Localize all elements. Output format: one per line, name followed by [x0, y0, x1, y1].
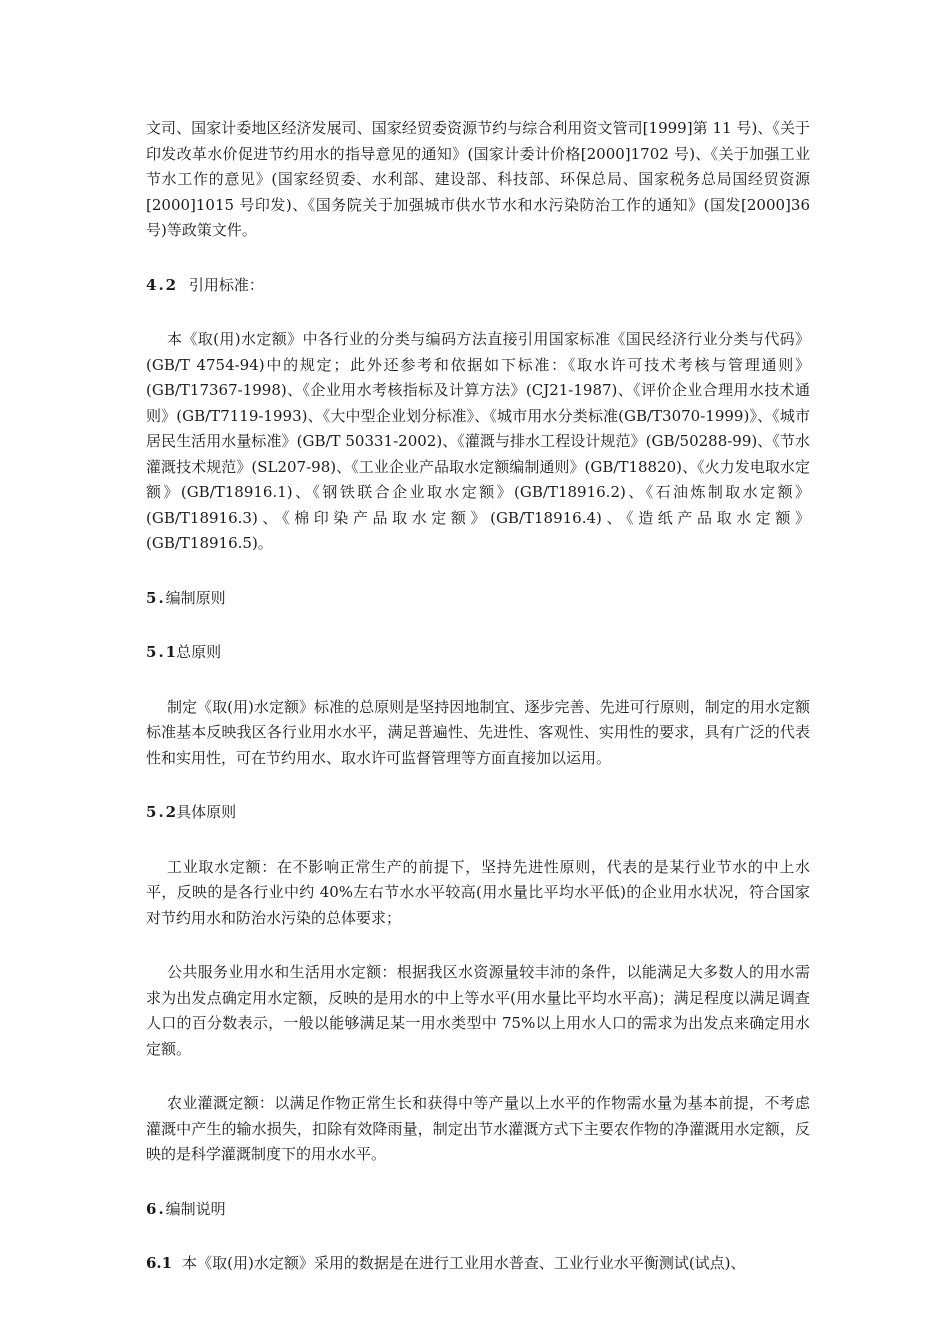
paragraph-industrial-quota: 工业取水定额：在不影响正常生产的前提下，坚持先进性原则，代表的是某行业节水的中上水平，反映的是各行业中约 40%左右节水水平较高(用水量比平均水平低)的企业用水状况，符合国家对节约用水和防治水污染的总体要求； [146, 857, 810, 927]
heading-label: 引用标准： [188, 275, 264, 294]
paragraph-text: 本《取(用)水定额》采用的数据是在进行工业用水普查、工业行业水平衡测试(试点)、 [182, 1254, 746, 1272]
paragraph-policy-documents: 文司、国家计委地区经济发展司、国家经贸委资源节约与综合利用资文管司[1999]第 11 号)、《关于印发改革水价促进节约用水的指导意见的通知》(国家计委计价格[2000]1702 号)、《关于加强工业节水工作的意见》(国家经贸委、水利部、建设部、科技部、环保总局、国家税务总局国经贸资源[2000]1015 号印发)、《国务院关于加强城市供水节水和水污染防治工作的通知》(国发[2000]36 号)等政策文件。 [146, 119, 810, 239]
paragraph-agricultural-quota: 农业灌溉定额：以满足作物正常生长和获得中等产量以上水平的作物需水量为基本前提，不考虑灌溉中产生的输水损失，扣除有效降雨量，制定出节水灌溉方式下主要农作物的净灌溉用水定额，反映的是科学灌溉制度下的用水水平。 [146, 1094, 810, 1163]
heading-number: 6 . [146, 1199, 164, 1218]
heading-number: 5 . [146, 588, 164, 607]
heading-label: 编制原则 [165, 588, 226, 607]
heading-number: 5 . 1 [146, 643, 177, 661]
heading-label: 总原则 [176, 643, 222, 661]
heading-label: 具体原则 [176, 803, 237, 821]
heading-label: 编制说明 [165, 1199, 226, 1218]
paragraph-general-principle: 制定《取(用)水定额》标准的总原则是坚持因地制宜、逐步完善、先进可行原则，制定的用水定额标准基本反映我区各行业用水水平，满足普遍性、先进性、客观性、实用性的要求，具有广泛的代表性和实用性，可在节约用水、取水许可监督管理等方面直接加以运用。 [146, 697, 810, 767]
heading-4-2 [146, 273, 810, 299]
document-page [146, 116, 810, 1277]
paragraph-6-1 [146, 1251, 810, 1277]
heading-5 [146, 586, 810, 612]
paragraph-referenced-standards: 本《取(用)水定额》中各行业的分类与编码方法直接引用国家标准《国民经济行业分类与代码》(GB/T 4754-94)中的规定；此外还参考和依据如下标准：《取水许可技术考核与管理通则》(GB/T17367-1998)、《企业用水考核指标及计算方法》(CJ21-1987)、《评价企业合理用水技术通则》(GB/T7119-1993)、《大中型企业划分标准》、《城市用水分类标准(GB/T3070-1999)》、《城市居民生活用水量标准》(GB/T 50331-2002)、《灌溉与排水工程设计规范》(GB/50288-99)、《节水灌溉技术规范》(SL207-98)、《工业企业产品取水定额编制通则》(GB/T18820)、《火力发电取水定额》(GB/T18916.1)、《钢铁联合企业取水定额》(GB/T18916.2)、《石油炼制取水定额》(GB/T18916.3)、《棉印染产品取水定额》(GB/T18916.4)、《造纸产品取水定额》(GB/T18916.5)。 [146, 330, 810, 552]
heading-number: 4 . 2 [146, 275, 177, 294]
heading-number: 5 . 2 [146, 803, 177, 821]
heading-5-2 [146, 800, 810, 826]
paragraph-public-service-quota: 公共服务业用水和生活用水定额：根据我区水资源量较丰沛的条件，以能满足大多数人的用水需求为出发点确定用水定额，反映的是用水的中上等水平(用水量比平均水平高)；满足程度以满足调查人口的百分数表示，一般以能够满足某一用水类型中 75%以上用水人口的需求为出发点来确定用水定额。 [146, 963, 810, 1058]
heading-5-1 [146, 640, 810, 666]
heading-6 [146, 1197, 810, 1223]
heading-number: 6.1 [146, 1254, 173, 1272]
